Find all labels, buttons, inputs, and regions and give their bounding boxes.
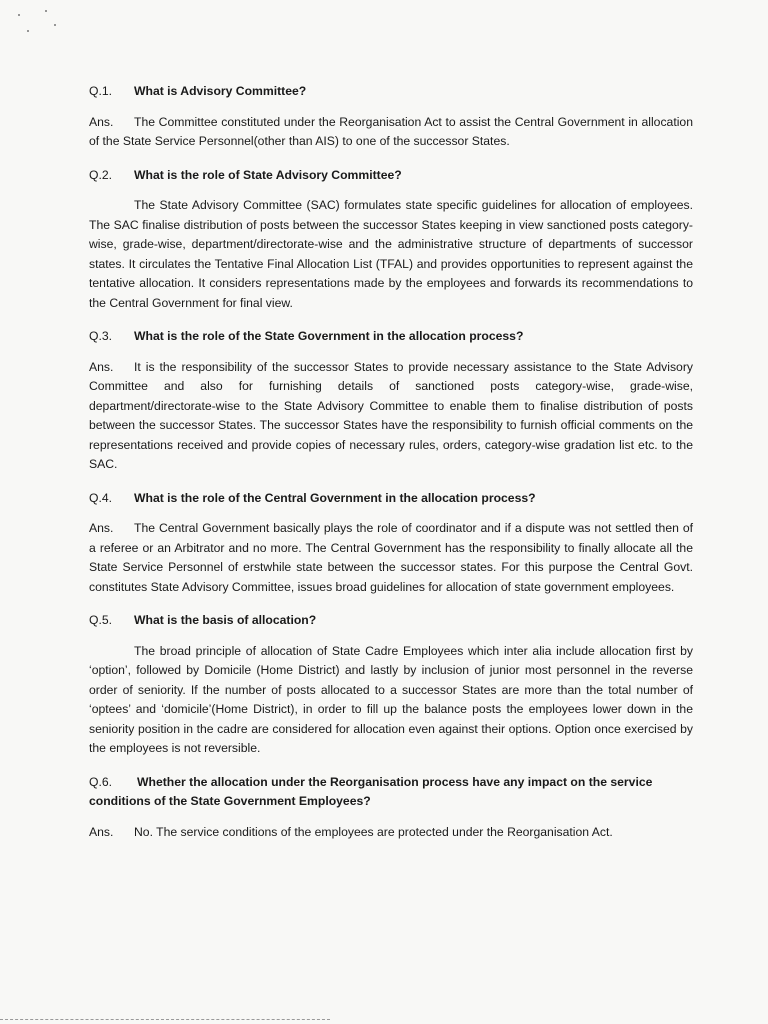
question-number: Q.1. xyxy=(89,84,113,98)
question-4 xyxy=(89,489,693,509)
question-text: What is the role of the Central Government in the allocation process? xyxy=(134,490,536,505)
answer-5 xyxy=(89,642,693,759)
answer-4 xyxy=(89,519,693,597)
question-text: What is the role of State Advisory Committee? xyxy=(134,167,402,182)
faq-item-3 xyxy=(89,327,693,475)
question-2 xyxy=(89,166,693,186)
question-text: What is the basis of allocation? xyxy=(134,613,317,627)
answer-label: Ans. xyxy=(89,114,114,129)
answer-text: It is the responsibility of the successor States to provide necessary assistance to the State Advisory Committee and also for furnishing details of sanctioned posts category-wise, grade-wise, department/directorate-wise to the State Advisory Committee to enable them to finalise distribution of posts between the successor States. The successor States have the responsibility to furnish official comments on the representations received and provide copies of necessary rules, orders, category-wise gradation list etc. to the SAC. xyxy=(89,359,693,471)
scan-speck xyxy=(45,10,47,12)
question-number: Q.6. xyxy=(89,774,113,789)
question-text: What is Advisory Committee? xyxy=(134,84,307,98)
faq-item-4 xyxy=(89,489,693,598)
answer-2 xyxy=(89,196,693,313)
question-5 xyxy=(89,611,693,631)
question-number: Q.4. xyxy=(89,490,113,505)
scan-speck xyxy=(54,24,56,26)
answer-text: The State Advisory Committee (SAC) formulates state specific guidelines for allocation of employees. The SAC finalise distribution of posts between the successor States keeping in view sanctioned posts category-wise, grade-wise, department/directorate-wise and the administrative structure of departments of successor states. It circulates the Tentative Final Allocation List (TFAL) and provides opportunities to represent against the tentative allocation. It considers representations made by the employees and forwards its recommendations to the Central Government for final view. xyxy=(89,198,693,310)
question-text: What is the role of the State Government in the allocation process? xyxy=(134,329,524,343)
question-6 xyxy=(89,773,693,812)
faq-content xyxy=(89,82,693,856)
scan-specks xyxy=(18,10,68,40)
question-text: Whether the allocation under the Reorganisation process have any impact on the service conditions of the State Government Employees? xyxy=(89,774,653,808)
answer-3 xyxy=(89,358,693,475)
answer-text: The Central Government basically plays the role of coordinator and if a dispute was not settled then of a referee or an Arbitrator and no more. The Central Government has the responsibility to finally allocate all the State Service Personnel of erstwhile state between the successor states. For this purpose the Central Govt. constitutes State Advisory Committee, issues broad guidelines for allocation of state government employees. xyxy=(89,521,693,594)
scan-speck xyxy=(27,30,29,32)
answer-text: The Committee constituted under the Reorganisation Act to assist the Central Government in allocation of the State Service Personnel(other than AIS) to one of the successor States. xyxy=(89,114,693,148)
page-bottom-edge xyxy=(0,1019,330,1021)
scan-speck xyxy=(18,14,20,16)
faq-item-5 xyxy=(89,611,693,759)
answer-text: No. The service conditions of the employees are protected under the Reorganisation Act. xyxy=(134,824,613,839)
faq-item-2 xyxy=(89,166,693,314)
question-number: Q.5. xyxy=(89,613,113,627)
faq-item-6 xyxy=(89,773,693,843)
faq-item-1 xyxy=(89,82,693,152)
answer-label: Ans. xyxy=(89,359,114,374)
answer-6 xyxy=(89,823,693,843)
answer-text: The broad principle of allocation of State Cadre Employees which inter alia include allocation first by ‘option’, followed by Domicile (Home District) and lastly by inclusion of junior most personnel in the reverse order of seniority. If the number of posts allocated to a successor States are more than the total number of ‘optees’ and ‘domicile’(Home District), in order to fill up the balance posts the employees lower down in the seniority position in the cadre are considered for allocation even against their options. Option once exercised by the employees is not reversible. xyxy=(89,643,693,755)
question-number: Q.3. xyxy=(89,329,113,343)
question-3 xyxy=(89,327,693,347)
answer-label: Ans. xyxy=(89,824,114,839)
answer-label: Ans. xyxy=(89,521,114,535)
question-1 xyxy=(89,82,693,102)
answer-1 xyxy=(89,113,693,152)
question-number: Q.2. xyxy=(89,167,113,182)
